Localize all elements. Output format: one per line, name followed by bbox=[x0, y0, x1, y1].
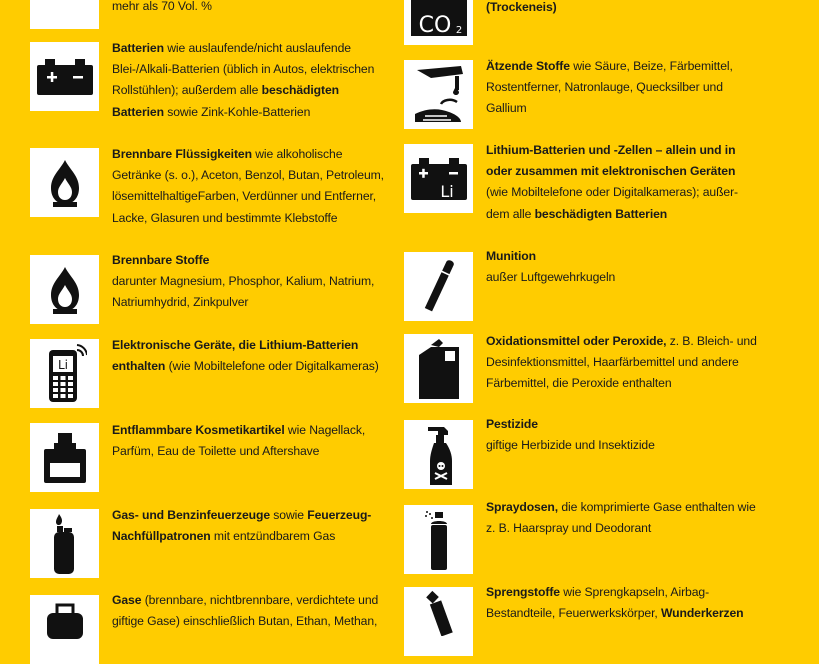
item-text bbox=[112, 590, 392, 632]
item-text bbox=[112, 505, 392, 547]
item-text bbox=[486, 246, 756, 288]
text-regular: wie Sprengkapseln, Airbag-Bestandteile, Feuerwerkskörper, bbox=[486, 585, 710, 621]
text-regular: (wie Mobiltelefone oder Digitalkameras) bbox=[165, 359, 379, 374]
spray-bottle-skull-icon bbox=[404, 420, 473, 489]
text-regular: wie Säure, Beize, Färbemittel, Rostentferner, Natronlauge, Quecksilber und Gallium bbox=[486, 59, 733, 116]
text-regular: wie Nagellack, Parfüm, Eau de Toilette und Aftershave bbox=[112, 423, 366, 459]
perfume-bottle-icon bbox=[30, 423, 99, 492]
jerrycan-icon bbox=[404, 334, 473, 403]
item-text bbox=[112, 144, 392, 229]
item-text bbox=[112, 250, 392, 314]
text-bold: beschädigten Batterien bbox=[112, 83, 339, 119]
corrosive-icon bbox=[404, 60, 473, 129]
item-text bbox=[486, 140, 758, 225]
text-bold: Oxidationsmittel oder Peroxide, bbox=[486, 334, 667, 348]
flame-icon bbox=[30, 255, 99, 324]
text-regular: (brennbare, nichtbrennbare, verdichtete und giftige Gase) einschließlich Butan, Ethan, Methan, bbox=[112, 593, 379, 629]
item-text bbox=[486, 414, 756, 456]
item-text bbox=[486, 582, 758, 624]
text-bold: Batterien bbox=[112, 41, 164, 55]
text-regular: sowie Zink-Kohle-Batterien bbox=[163, 104, 311, 119]
text-bold: Gase bbox=[112, 593, 142, 607]
text-bold: Gas- und Benzinfeuerzeuge bbox=[112, 508, 270, 522]
text-bold: Spraydosen, bbox=[486, 500, 559, 514]
item-text bbox=[486, 56, 756, 120]
lighter-icon bbox=[30, 509, 99, 578]
text-bold: Brennbare Flüssigkeiten bbox=[112, 147, 252, 161]
flame-icon bbox=[30, 148, 99, 217]
mobile-phone-li-icon bbox=[30, 339, 99, 408]
text-regular: giftige Herbizide und Insektizide bbox=[486, 438, 655, 453]
text-bold: Feuerzeug-Nachfüllpatronen bbox=[112, 508, 372, 544]
item-text bbox=[486, 0, 756, 18]
text-bold: Entflammbare Kosmetikartikel bbox=[112, 423, 285, 437]
text-regular: wie alkoholische Getränke (s. o.), Aceton, Benzol, Butan, Petroleum, lösemittelhaltigeFarben, Verdünner und Entferner, Lacke, Glasuren und bestimmte Klebstoffe bbox=[112, 147, 384, 225]
text-regular: z. B. Bleich- und Desinfektionsmittel, Haarfärbemittel und andere Färbemittel, die Peroxide enthalten bbox=[486, 334, 757, 391]
liquid-icon bbox=[30, 0, 99, 29]
text-bold: beschädigten Batterien bbox=[534, 206, 668, 221]
text-bold: Elektronische Geräte, die Lithium-Batterien enthalten bbox=[112, 338, 359, 374]
firework-icon bbox=[404, 587, 473, 656]
item-text bbox=[112, 420, 392, 462]
text-regular: sowie bbox=[270, 508, 308, 522]
item-text bbox=[112, 0, 392, 17]
text-regular: (wie Mobiltelefone oder Digitalkameras); außer-dem alle bbox=[486, 185, 739, 221]
text-bold: Brennbare Stoffe bbox=[112, 253, 210, 267]
item-text bbox=[112, 335, 392, 377]
li-label: Li bbox=[439, 181, 454, 200]
item-text bbox=[112, 38, 392, 123]
bullet-icon bbox=[404, 252, 473, 321]
text-bold: Wunderkerzen bbox=[660, 606, 744, 621]
item-text bbox=[486, 497, 756, 539]
spray-can-icon bbox=[404, 505, 473, 574]
text-bold: Munition bbox=[486, 249, 536, 263]
co2-subscript: 2 bbox=[455, 24, 462, 36]
svg-text:Li: Li bbox=[57, 357, 68, 372]
text-regular: mit entzündbarem Gas bbox=[210, 529, 336, 544]
text-bold: Ätzende Stoffe bbox=[486, 59, 570, 73]
co2-icon bbox=[404, 0, 473, 45]
text-regular: außer Luftgewehrkugeln bbox=[486, 270, 616, 285]
text-regular: wie auslaufende/nicht auslaufende Blei-/Alkali-Batterien (üblich in Autos, elektrischen Rollstühlen); außerdem alle bbox=[112, 41, 375, 98]
text-bold: Lithium-Batterien und -Zellen – allein und in oder zusammen mit elektronischen Geräten bbox=[486, 143, 736, 179]
text-regular: die komprimierte Gase enthalten wie z. B. Haarspray und Deodorant bbox=[486, 500, 756, 536]
lithium-battery-icon bbox=[404, 144, 473, 213]
text-regular: darunter Magnesium, Phosphor, Kalium, Natrium, Natriumhydrid, Zinkpulver bbox=[112, 274, 375, 310]
item-text bbox=[486, 331, 758, 395]
co2-label: CO bbox=[418, 12, 451, 36]
text-bold: Sprengstoffe bbox=[486, 585, 560, 599]
text-bold: (Trockeneis) bbox=[486, 0, 557, 14]
battery-icon bbox=[30, 42, 99, 111]
text-bold: Pestizide bbox=[486, 417, 538, 431]
text-regular: mehr als 70 Vol. % bbox=[112, 0, 212, 13]
